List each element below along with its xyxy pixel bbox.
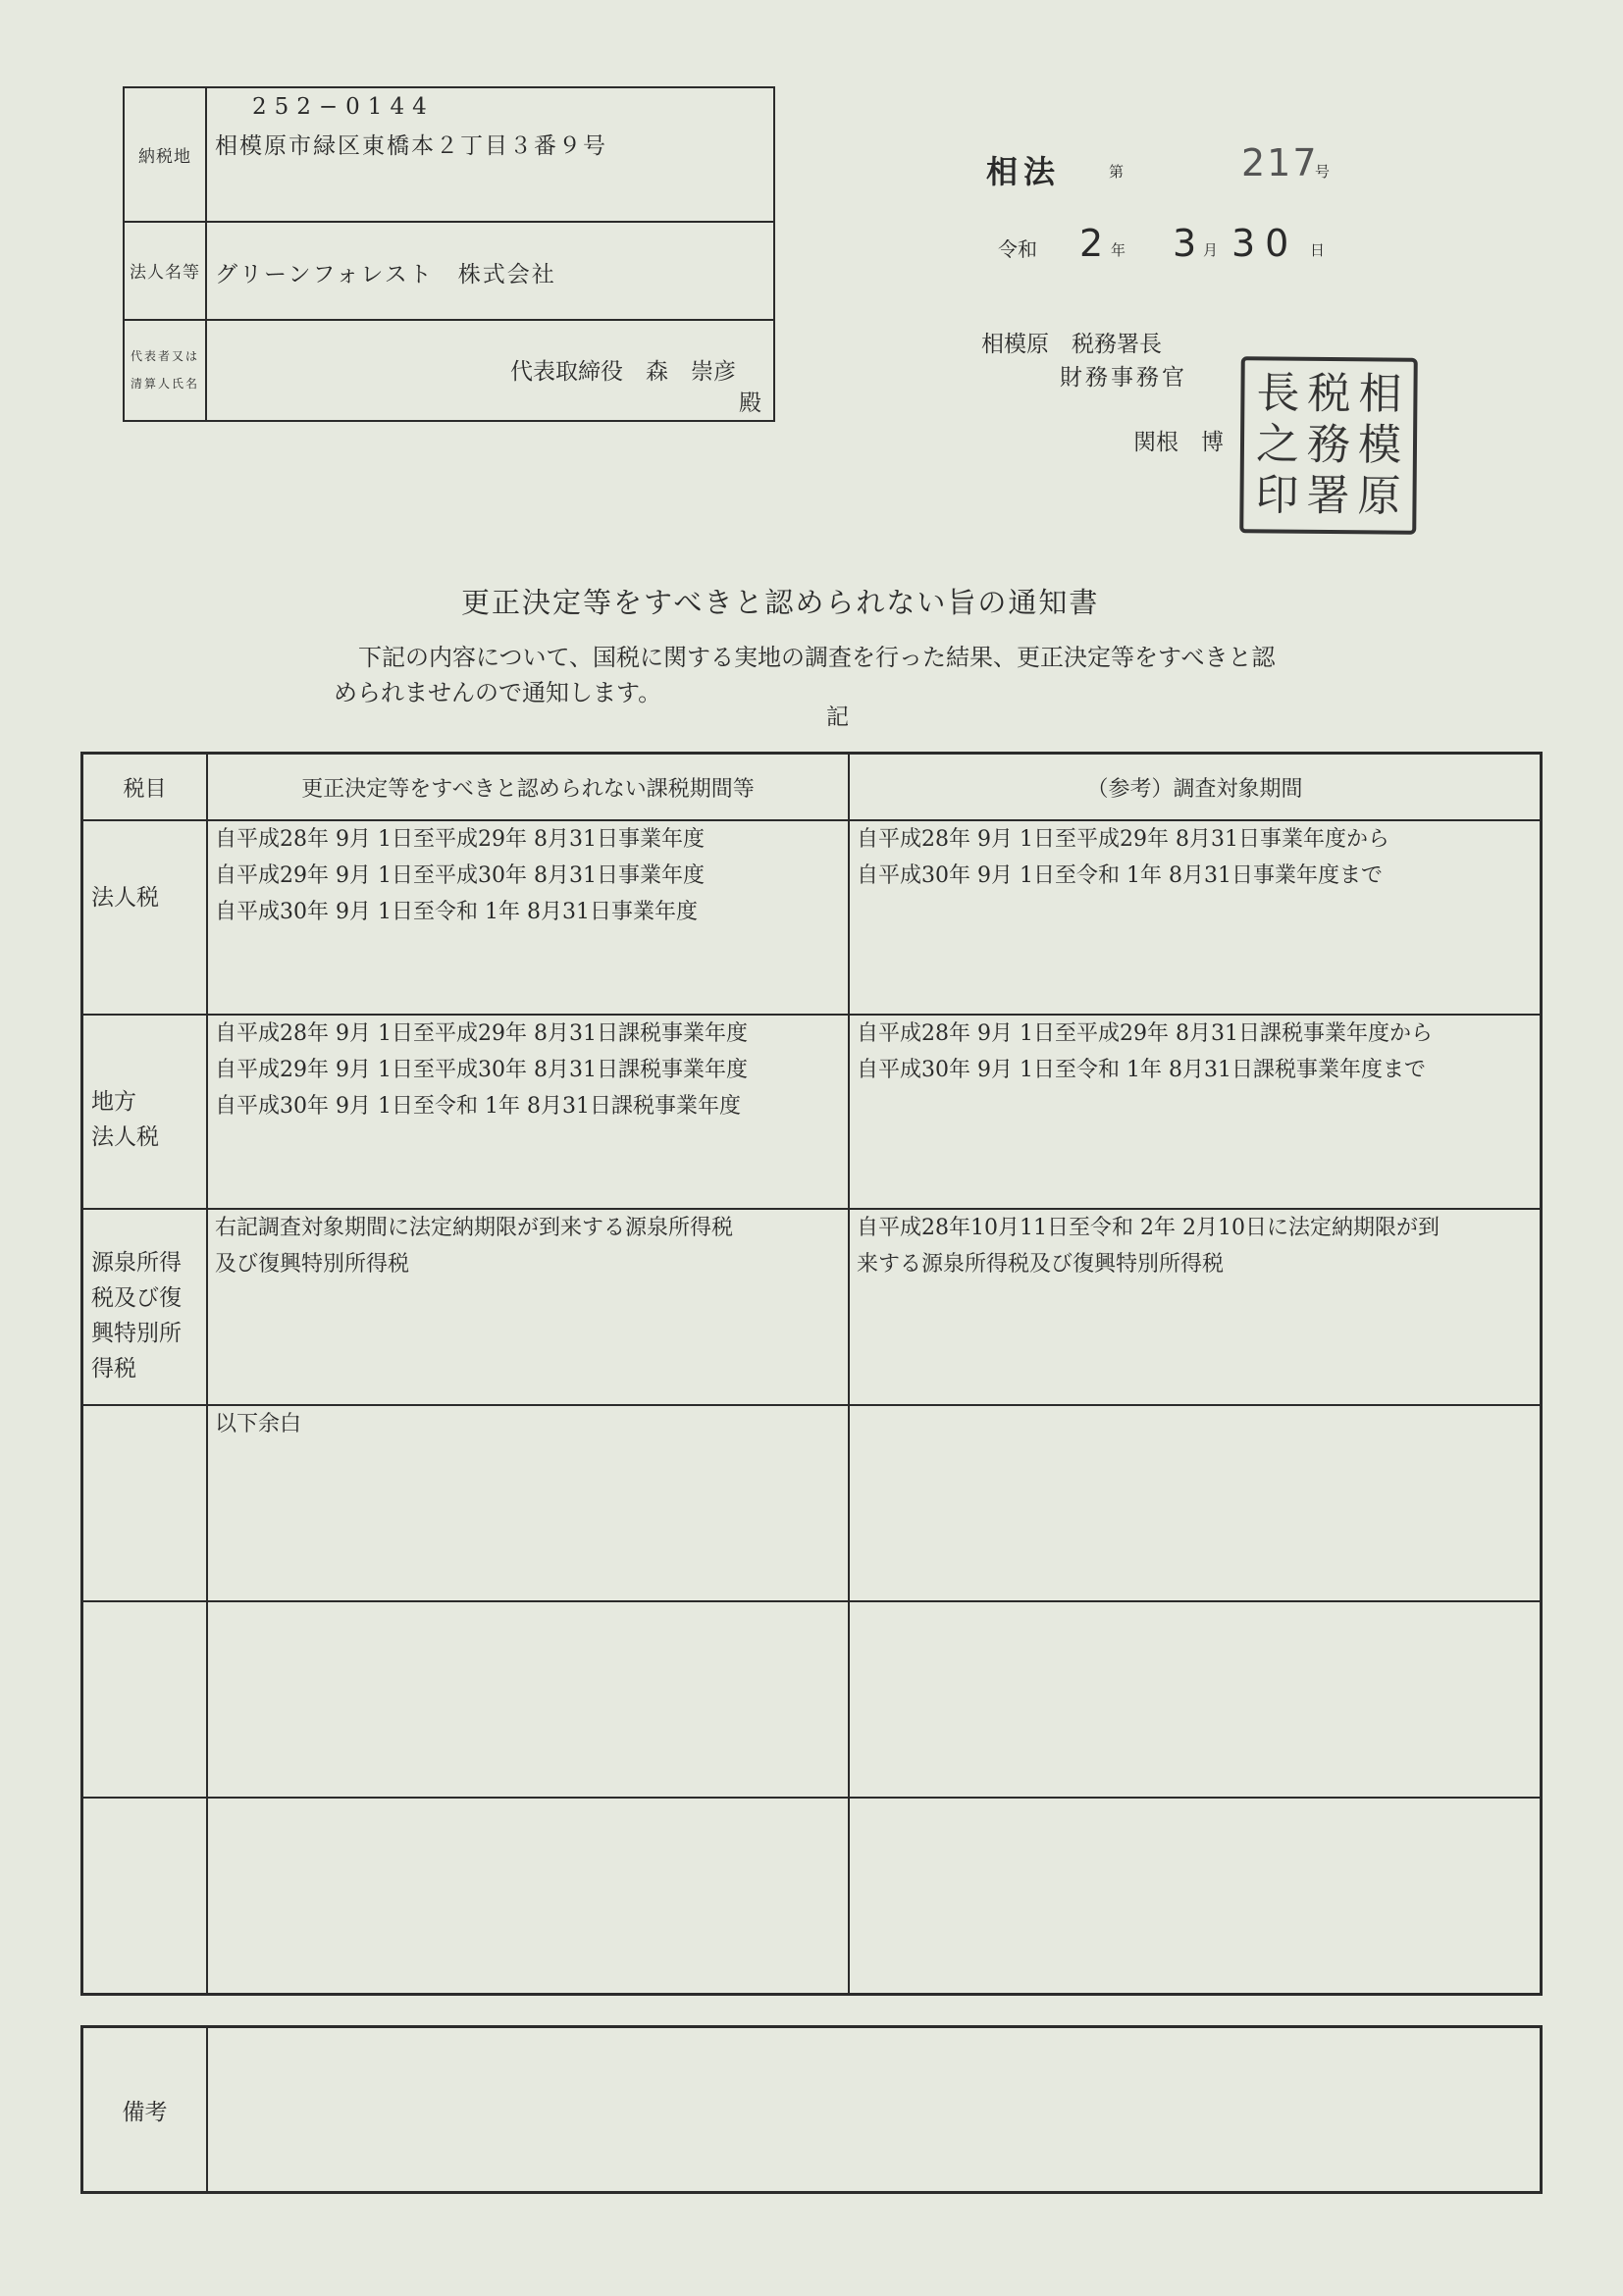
seal-char: 務: [1306, 419, 1351, 471]
reference-number: 217: [1241, 141, 1319, 184]
honorific: 殿: [739, 391, 761, 416]
representative-row: [125, 319, 773, 420]
issuer-title: 財務事務官: [1060, 365, 1187, 391]
table-row: [83, 1208, 1540, 1406]
tax-item-line: 法人税: [91, 1124, 159, 1150]
tax-item-line: 税及び復: [91, 1285, 182, 1311]
remarks-label: 備考: [122, 2099, 168, 2125]
representative-name: 代表取締役 森 崇彦: [510, 359, 736, 385]
period-line: 以下余白: [215, 1412, 302, 1436]
issuer-office: 相模原 税務署長: [981, 332, 1162, 357]
period-list: [215, 821, 843, 930]
period-line: 自平成30年 9月 1日至令和 1年 8月31日課税事業年度: [215, 1094, 741, 1119]
reference-line: 自平成28年10月11日至令和 2年 2月10日に法定納期限が到: [857, 1216, 1440, 1240]
header-reference: （参考）調査対象期間: [1086, 776, 1303, 802]
body-line-1: 下記の内容について、国税に関する実地の調査を行った結果、更正決定等をすべきと認: [358, 644, 1276, 671]
period-line: 右記調査対象期間に法定納期限が到来する源泉所得税: [215, 1216, 734, 1240]
period-list: [215, 1210, 843, 1282]
body-line-2: められませんので通知します。: [334, 679, 662, 706]
representative-label: [125, 319, 207, 420]
reference-period-list: [857, 1016, 1540, 1088]
period-line: 自平成28年 9月 1日至平成29年 8月31日事業年度: [215, 827, 705, 852]
tax-item-line: 地方: [91, 1089, 136, 1115]
tax-item-line: 興特別所: [91, 1321, 182, 1346]
reference-line: 自平成30年 9月 1日至令和 1年 8月31日課税事業年度まで: [857, 1058, 1426, 1082]
seal-char: 署: [1306, 470, 1350, 522]
period-line: 及び復興特別所得税: [215, 1252, 410, 1277]
date-nen: 年: [1111, 241, 1126, 259]
table-row: [83, 1797, 1540, 1993]
period-line: 自平成30年 9月 1日至令和 1年 8月31日事業年度: [215, 900, 698, 924]
address: 相模原市緑区東橋本２丁目３番９号: [215, 133, 607, 159]
date-year: 2: [1079, 222, 1104, 265]
table-header: [83, 755, 1540, 821]
date-era: 令和: [998, 237, 1037, 261]
reference-number-line: [986, 147, 1061, 192]
representative-label-line2: 清算人氏名: [130, 376, 199, 391]
tax-item: 法人税: [91, 885, 159, 911]
date-nichi: 日: [1310, 241, 1326, 259]
table-row: [83, 1600, 1540, 1799]
period-line: 自平成29年 9月 1日至平成30年 8月31日事業年度: [215, 863, 705, 888]
issue-date: [986, 222, 1379, 271]
reference-line: 自平成28年 9月 1日至平成29年 8月31日事業年度から: [857, 827, 1389, 852]
date-gatsu: 月: [1203, 241, 1219, 259]
tax-item: [91, 1245, 201, 1386]
document-title: 更正決定等をすべきと認められない旨の通知書: [461, 586, 1100, 619]
reference-period-list: [857, 821, 1540, 894]
header-periods: 更正決定等をすべきと認められない課税期間等: [301, 776, 755, 802]
table-row: [83, 819, 1540, 1016]
remarks-table: [80, 2025, 1543, 2194]
seal-char: 之: [1255, 419, 1300, 470]
period-list: [215, 1016, 843, 1124]
period-line: 自平成28年 9月 1日至平成29年 8月31日課税事業年度: [215, 1021, 748, 1046]
seal-char: 印: [1255, 470, 1299, 521]
tax-item-line: 源泉所得: [91, 1250, 182, 1276]
office-code: 相法: [986, 153, 1062, 190]
header-tax-item: 税目: [123, 776, 167, 802]
tax-item-line: 得税: [91, 1356, 136, 1382]
ki-marker: 記: [826, 704, 849, 730]
date-month: 3: [1173, 222, 1197, 265]
go-label: 号: [1315, 163, 1331, 181]
reference-line: 自平成30年 9月 1日至令和 1年 8月31日事業年度まで: [857, 863, 1383, 888]
table-row: [83, 1014, 1540, 1210]
dai-label: 第: [1109, 163, 1125, 181]
seal-char: 相: [1358, 369, 1402, 420]
corp-name-label: 法人名等: [125, 221, 207, 319]
official-seal: [1239, 356, 1418, 535]
reference-line: 自平成28年 9月 1日至平成29年 8月31日課税事業年度から: [857, 1021, 1433, 1046]
postal-code: 252−0144: [252, 94, 435, 120]
addressee-box: [123, 86, 775, 422]
column-divider: [206, 2028, 208, 2191]
body-text: [334, 640, 1393, 710]
reference-line: 来する源泉所得税及び復興特別所得税: [857, 1252, 1225, 1277]
company-name: グリーンフォレスト 株式会社: [215, 262, 556, 287]
period-line: 自平成29年 9月 1日至平成30年 8月31日課税事業年度: [215, 1058, 748, 1082]
seal-char: 原: [1357, 471, 1401, 522]
corp-name-row: [125, 221, 773, 321]
seal-char: 長: [1256, 368, 1300, 419]
reference-period-list: [857, 1210, 1540, 1282]
table-row: [83, 1404, 1540, 1602]
seal-char: 税: [1307, 368, 1351, 420]
tax-place-row: [125, 88, 773, 223]
tax-item: [91, 1084, 201, 1155]
seal-char: 模: [1357, 420, 1402, 471]
tax-place-label: 納税地: [125, 88, 207, 221]
date-day: 30: [1231, 222, 1299, 265]
issuer-name: 関根 博: [1133, 430, 1224, 455]
period-list: [215, 1406, 843, 1442]
tax-table: [80, 752, 1543, 1996]
representative-label-line1: 代表者又は: [130, 348, 199, 363]
